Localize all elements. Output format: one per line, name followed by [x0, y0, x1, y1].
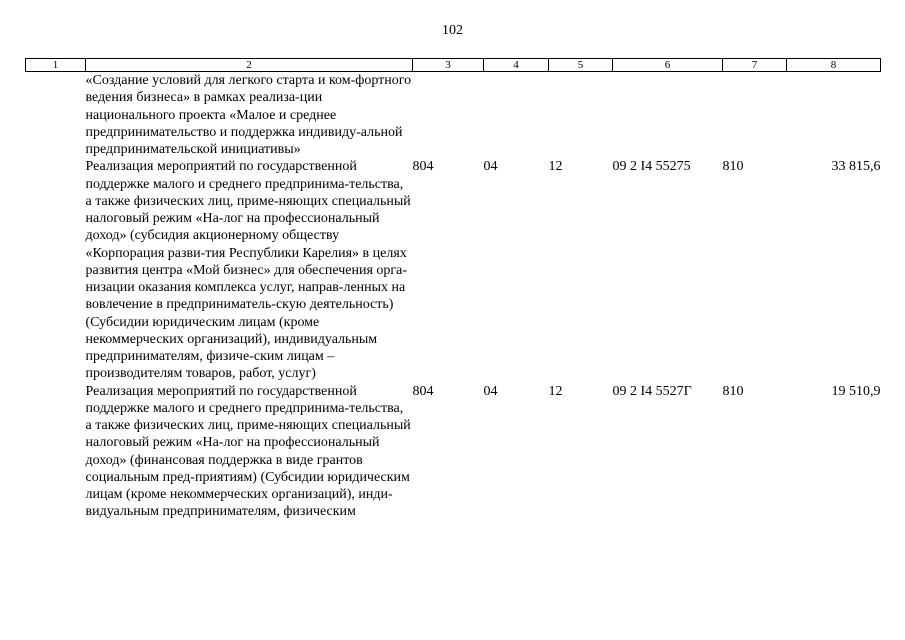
row-description: Реализация мероприятий по государственной поддержке малого и среднего предпринима-тельства, а также физических лиц, приме-няющих специальный налоговый режим «На-лог на профессиональный доход» (субсидия акционерному обществу «Корпорация разви-тия Республики Карелия» в целях развития центра «Мой бизнес» для обеспечения орга-низации оказания комплекса услуг, направ-ленных на вовлечение в предприниматель-скую деятельность) (Субсидии юридическим лицам (кроме некоммерческих организаций), индивидуальным предпринимателям, физиче-ским лицам – производителям товаров, работ, услуг) — [85, 159, 411, 382]
cell-section — [484, 72, 549, 159]
column-header: 3 — [413, 59, 484, 72]
column-header: 6 — [613, 59, 723, 72]
table-row — [26, 158, 881, 382]
row-description: Реализация мероприятий по государственной поддержке малого и среднего предпринима-тельства, а также физических лиц, приме-няющих специальный налоговый режим «На-лог на профессиональный доход» (финансовая поддержка в виде грантов социальным пред-приятиям) (Субсидии юридическим лицам (кроме некоммерческих организаций), инди-видуальным предпринимателям, физическим — [85, 383, 411, 520]
cell-subsection — [549, 72, 613, 159]
cell-ministry-code — [413, 72, 484, 159]
table-header — [26, 59, 881, 72]
column-header: 8 — [787, 59, 881, 72]
cell-subsection: 12 — [548, 383, 563, 399]
cell-ministry-code: 804 — [412, 159, 434, 175]
cell-expense-type — [723, 72, 787, 159]
column-header: 2 — [86, 59, 413, 72]
column-header: 1 — [26, 59, 86, 72]
cell-amount: 33 815,6 — [831, 159, 881, 175]
page-number: 102 — [442, 23, 463, 38]
cell-expense-type: 810 — [722, 159, 744, 175]
cell-subsection: 12 — [548, 159, 563, 175]
table-row — [26, 383, 881, 521]
column-header: 7 — [723, 59, 787, 72]
column-header: 5 — [549, 59, 613, 72]
cell-section: 04 — [483, 383, 498, 399]
budget-table — [25, 58, 881, 521]
column-header: 4 — [484, 59, 549, 72]
cell-amount — [787, 72, 881, 159]
cell-target-article: 09 2 I4 55275 — [612, 159, 691, 175]
column-number-row — [26, 59, 881, 72]
cell-amount: 19 510,9 — [831, 383, 881, 399]
cell-section: 04 — [483, 159, 498, 175]
cell-ministry-code: 804 — [412, 383, 434, 399]
table-row — [26, 72, 881, 159]
cell-target-article — [613, 72, 723, 159]
row-description: «Создание условий для легкого старта и ком-фортного ведения бизнеса» в рамках реализа-ции национального проекта «Малое и среднее предпринимательство и поддержка индивиду-альной предпринимательской инициативы» — [85, 73, 412, 157]
table-body — [26, 72, 881, 521]
cell-expense-type: 810 — [722, 383, 744, 399]
cell-target-article: 09 2 I4 5527Г — [612, 383, 692, 399]
